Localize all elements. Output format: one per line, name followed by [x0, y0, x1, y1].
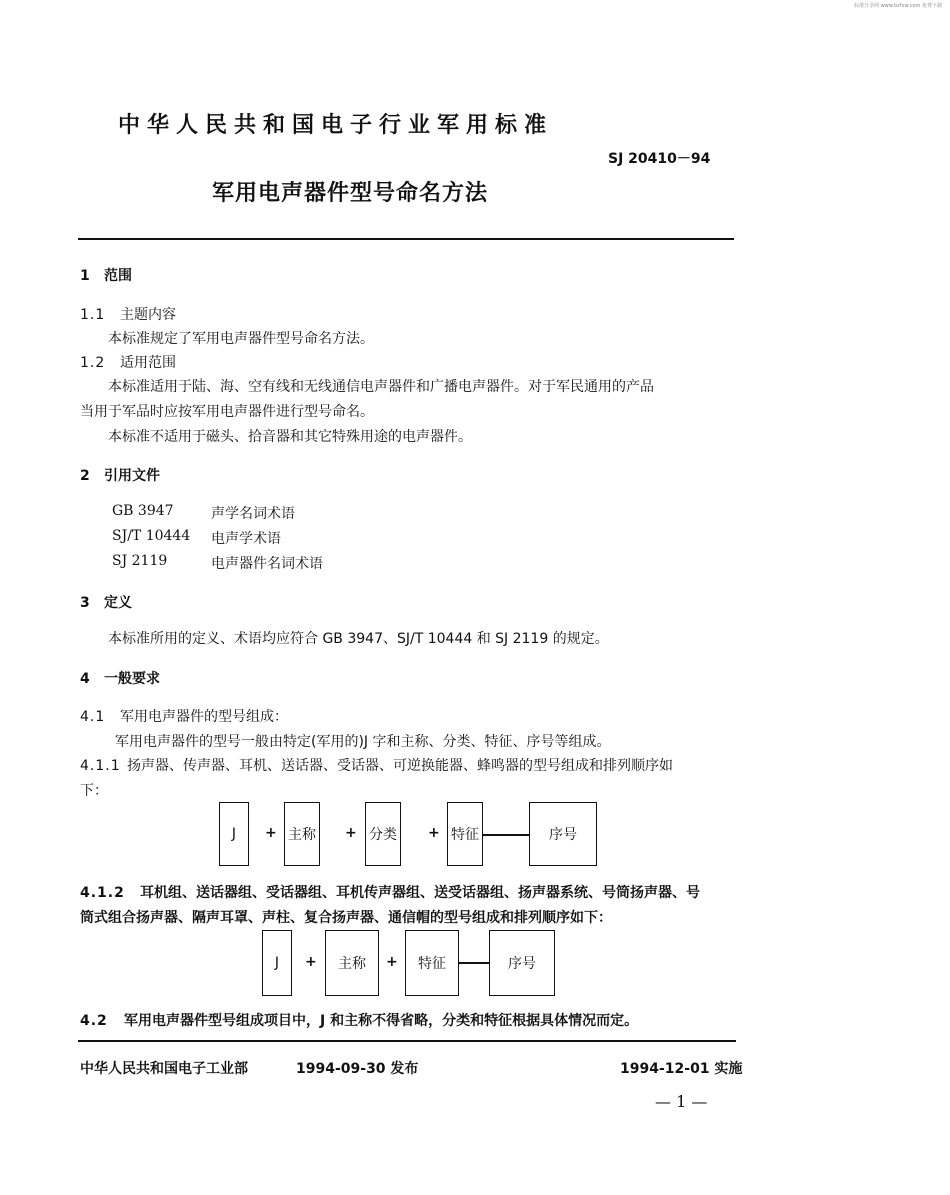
subsection-text: 耳机组、送话器组、受话器组、耳机传声器组、送受话器组、扬声器系统、号筒扬声器、号	[140, 885, 700, 901]
box-j: J	[262, 930, 292, 996]
plus-sign: +	[345, 825, 357, 841]
subsection-number: 4.2	[80, 1013, 108, 1029]
subsection-number: 1.1	[80, 307, 106, 323]
section-title: 一般要求	[104, 671, 160, 687]
section-1-2-heading	[80, 352, 176, 372]
plus-sign: +	[386, 954, 398, 970]
section-4-1-2-line1	[80, 882, 700, 902]
box-j: J	[219, 802, 249, 866]
section-1-2-paragraph-2: 本标准不适用于磁头、拾音器和其它特殊用途的电声器件。	[108, 429, 472, 445]
watermark: 标准分享网 www.bzfxw.com 免费下载	[854, 3, 942, 9]
effective-date: 1994-12-01 实施	[620, 1061, 743, 1077]
connector-line	[459, 962, 489, 964]
section-title: 引用文件	[104, 468, 160, 484]
plus-sign: +	[428, 825, 440, 841]
reference-code: SJ 2119	[112, 553, 168, 569]
section-4-2-paragraph	[80, 1010, 638, 1030]
section-3-paragraph: 本标准所用的定义、术语均应符合 GB 3947、SJ/T 10444 和 SJ 2119 的规定。	[108, 631, 609, 647]
subsection-number: 4.1.2	[80, 885, 125, 901]
subsection-text: 扬声器、传声器、耳机、送话器、受话器、可逆换能器、蜂鸣器的型号组成和排列顺序如	[127, 758, 673, 774]
subsection-title: 适用范围	[120, 355, 176, 371]
section-1-1-paragraph: 本标准规定了军用电声器件型号命名方法。	[108, 331, 374, 347]
subsection-title: 军用电声器件的型号组成：	[120, 709, 288, 725]
reference-code: SJ/T 10444	[112, 528, 191, 544]
connector-line	[483, 834, 529, 836]
section-title: 定义	[104, 595, 132, 611]
reference-code: GB 3947	[112, 503, 174, 519]
plus-sign: +	[305, 954, 317, 970]
section-4-1-heading	[80, 706, 288, 726]
footer-rule	[78, 1040, 736, 1042]
section-1-heading	[80, 265, 132, 285]
reference-name: 声学名词术语	[211, 506, 295, 522]
subsection-number: 4.1.1	[80, 758, 121, 774]
box-main-name: 主称	[325, 930, 379, 996]
subsection-number: 4.1	[80, 709, 106, 725]
box-serial-number: 序号	[529, 802, 597, 866]
section-number: 3	[80, 595, 90, 611]
standard-code: SJ 20410－94	[608, 151, 711, 167]
page-number: — 1 —	[655, 1092, 708, 1111]
subsection-number: 1.2	[80, 355, 106, 371]
section-2-heading	[80, 465, 160, 485]
section-number: 2	[80, 468, 90, 484]
section-title: 范围	[104, 268, 132, 284]
header-rule	[78, 238, 734, 240]
section-4-1-1-line1	[80, 755, 673, 775]
subsection-title: 主题内容	[120, 307, 176, 323]
reference-name: 电声器件名词术语	[211, 556, 323, 572]
box-serial-number: 序号	[489, 930, 555, 996]
section-3-heading	[80, 592, 132, 612]
standard-org-title: 中华人民共和国电子行业军用标准	[118, 113, 554, 138]
box-classification: 分类	[365, 802, 401, 866]
section-number: 4	[80, 671, 90, 687]
box-feature: 特征	[405, 930, 459, 996]
document-title: 军用电声器件型号命名方法	[212, 181, 489, 206]
issue-date: 1994-09-30 发布	[296, 1061, 419, 1077]
section-number: 1	[80, 268, 90, 284]
box-feature: 特征	[447, 802, 483, 866]
section-4-1-paragraph: 军用电声器件的型号一般由特定(军用的)J 字和主称、分类、特征、序号等组成。	[115, 734, 611, 750]
section-4-1-2-line2: 筒式组合扬声器、隔声耳罩、声柱、复合扬声器、通信帽的型号组成和排列顺序如下：	[80, 910, 612, 926]
section-1-1-heading	[80, 304, 176, 324]
section-4-1-1-line2: 下：	[80, 783, 108, 799]
plus-sign: +	[265, 825, 277, 841]
reference-name: 电声学术语	[211, 531, 281, 547]
section-1-2-paragraph-line2: 当用于军品时应按军用电声器件进行型号命名。	[80, 404, 374, 420]
section-4-heading	[80, 668, 160, 688]
subsection-text: 军用电声器件型号组成项目中，J 和主称不得省略，分类和特征根据具体情况而定。	[124, 1013, 639, 1029]
section-1-2-paragraph-line1: 本标准适用于陆、海、空有线和无线通信电声器件和广播电声器件。对于军民通用的产品	[108, 379, 654, 395]
box-main-name: 主称	[284, 802, 320, 866]
issuer: 中华人民共和国电子工业部	[80, 1061, 248, 1077]
